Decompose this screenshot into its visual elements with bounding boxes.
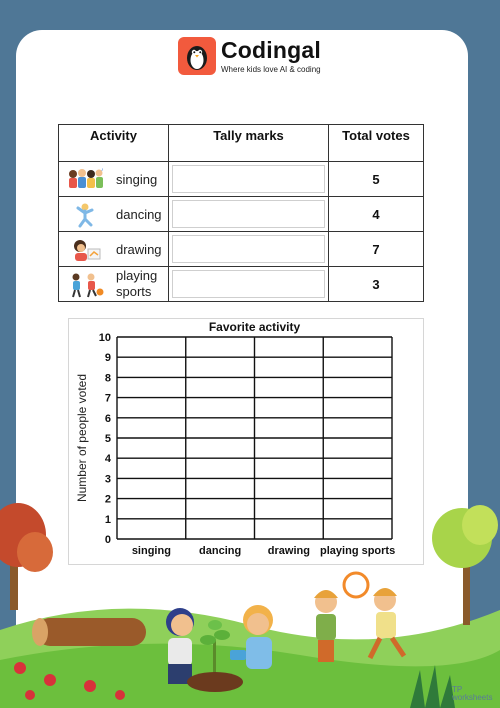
tally-input-box[interactable] — [172, 270, 325, 298]
y-tick-label: 3 — [104, 473, 111, 486]
watermark — [452, 686, 492, 702]
table-row — [59, 267, 424, 302]
activity-label: drawing — [116, 242, 162, 257]
y-tick-label: 4 — [104, 453, 111, 466]
y-tick-label: 10 — [98, 332, 111, 344]
header-total-votes: Total votes — [329, 125, 424, 162]
y-tick-label: 1 — [104, 513, 111, 526]
y-tick-label: 9 — [104, 352, 111, 365]
activity-cell — [59, 267, 169, 302]
garden-scene-illustration — [0, 490, 500, 708]
activity-cell — [59, 197, 169, 232]
penguin-logo-icon — [178, 37, 216, 75]
svg-text:♪: ♪ — [101, 167, 104, 173]
sports-kids-icon — [65, 272, 105, 298]
x-tick-label: singing — [131, 545, 171, 557]
activity-label-line2: sports — [116, 284, 152, 299]
votes-cell: 3 — [329, 267, 424, 302]
brand-header — [178, 37, 338, 77]
drawing-kid-icon — [65, 237, 105, 263]
autumn-tree-left — [0, 503, 53, 610]
header-activity: Activity — [59, 125, 169, 162]
y-axis-label: Number of people voted — [75, 373, 89, 503]
votes-cell: 4 — [329, 197, 424, 232]
y-tick-label: 8 — [104, 372, 111, 385]
y-tick-label: 6 — [104, 412, 111, 425]
table-row — [59, 232, 424, 267]
watermark-line1: TP — [452, 685, 463, 694]
activity-cell — [59, 162, 169, 197]
brand-name: Codingal — [221, 37, 321, 63]
watermark-line2: worksheets — [452, 693, 493, 702]
votes-cell: 5 — [329, 162, 424, 197]
y-tick-label: 0 — [104, 534, 111, 546]
tally-table — [58, 124, 424, 302]
table-row — [59, 197, 424, 232]
x-tick-label: dancing — [199, 545, 242, 557]
activity-label: dancing — [116, 207, 162, 222]
y-tick-label: 5 — [104, 433, 111, 445]
tally-input-box[interactable] — [172, 200, 325, 228]
table-header-row — [59, 125, 424, 162]
brand-tagline: Where kids love AI & coding — [221, 65, 321, 74]
tally-input-box[interactable] — [172, 165, 325, 193]
activity-label-line1: playing — [116, 268, 158, 283]
header-tally-marks: Tally marks — [169, 125, 329, 162]
kid-with-shovel — [166, 608, 194, 684]
green-tree-right — [432, 505, 498, 625]
tally-input-box[interactable] — [172, 235, 325, 263]
x-tick-label: drawing — [267, 545, 310, 557]
singing-kids-icon — [65, 167, 105, 193]
votes-cell: 7 — [329, 232, 424, 267]
tally-cell — [169, 267, 329, 302]
y-tick-label: 2 — [104, 493, 111, 506]
y-tick-label: 7 — [104, 392, 111, 405]
activity-label — [116, 268, 157, 300]
tally-cell — [169, 232, 329, 267]
fallen-log — [32, 618, 146, 646]
activity-label: singing — [116, 172, 158, 187]
tally-cell — [169, 197, 329, 232]
activity-cell — [59, 232, 169, 267]
table-row — [59, 162, 424, 197]
x-tick-label: playing sports — [320, 545, 396, 557]
tally-cell — [169, 162, 329, 197]
chart-title: Favorite activity — [208, 320, 301, 334]
dancing-kid-icon — [65, 202, 105, 228]
